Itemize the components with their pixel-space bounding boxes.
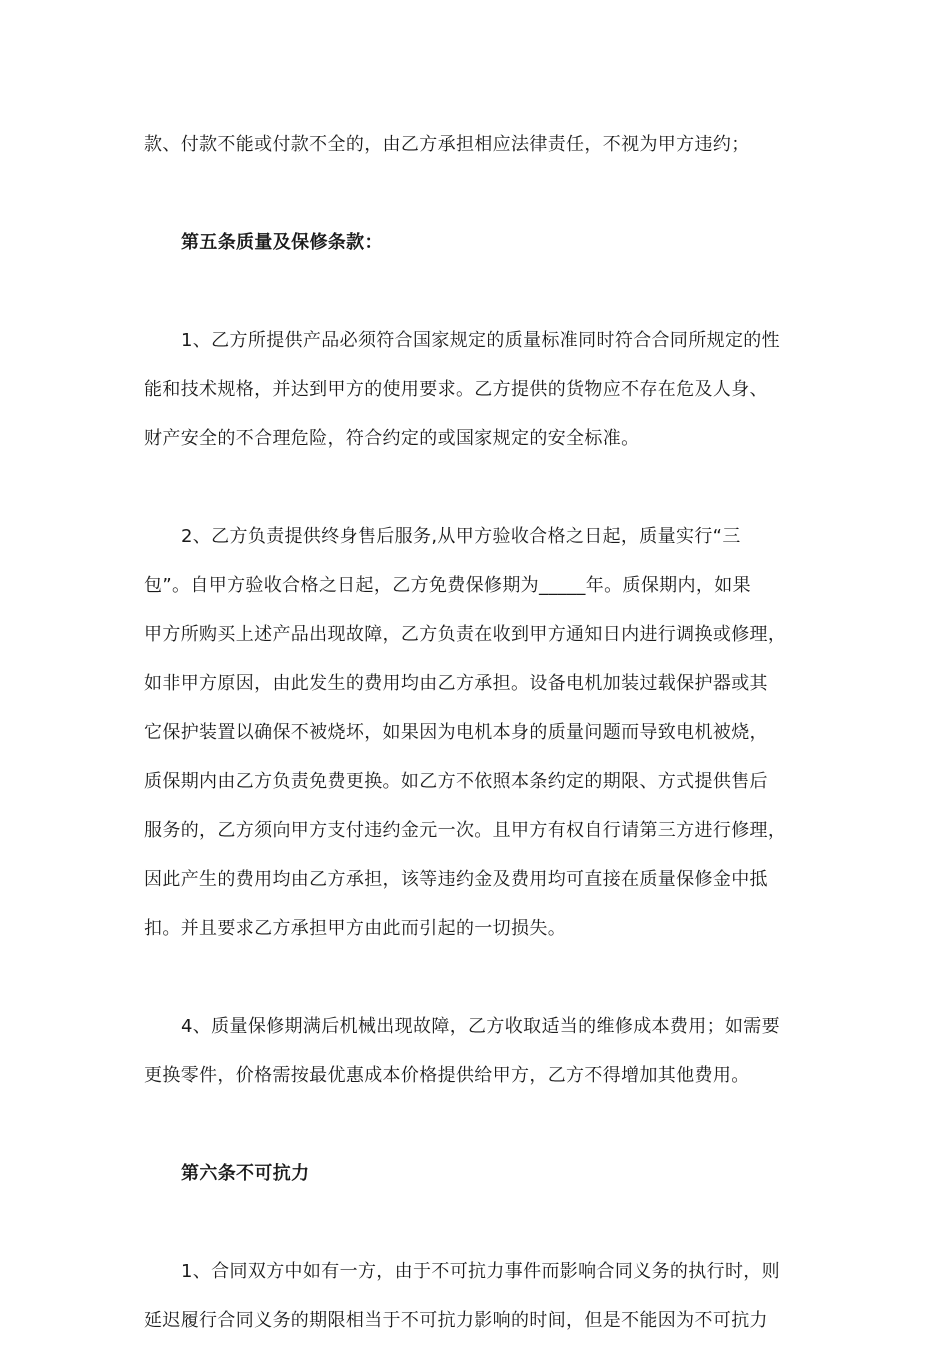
paragraph-gap: [144, 1198, 808, 1247]
text-line: 1、合同双方中如有一方，由于不可抗力事件而影响合同义务的执行时，则: [181, 1261, 780, 1282]
text-line: 包”。自甲方验收合格之日起，乙方免费保修期为_____年。质保期内，如果: [144, 575, 751, 596]
text-line: 服务的，乙方须向甲方支付违约金元一次。且甲方有权自行请第三方进行修理，: [144, 820, 787, 841]
paragraph-gap: [144, 463, 808, 512]
paragraph-gap: [144, 267, 808, 316]
text-line: 2、乙方负责提供终身售后服务,从甲方验收合格之日起，质量实行“三: [181, 526, 741, 547]
paragraph-gap: [144, 169, 808, 218]
continuation-line: 款、付款不能或付款不全的，由乙方承担相应法律责任，不视为甲方违约；: [144, 134, 750, 155]
article5-clause1: [144, 316, 808, 463]
text-line: 能和技术规格，并达到甲方的使用要求。乙方提供的货物应不存在危及人身、: [144, 379, 768, 400]
paragraph-gap: [144, 953, 808, 1002]
text-line: 甲方所购买上述产品出现故障，乙方负责在收到甲方通知日内进行调换或修理，: [144, 624, 787, 645]
text-line: 财产安全的不合理危险，符合约定的或国家规定的安全标准。: [144, 428, 640, 449]
text-line: 如非甲方原因，由此发生的费用均由乙方承担。设备电机加装过载保护器或其: [144, 673, 768, 694]
article6-title: 第六条不可抗力: [181, 1163, 310, 1184]
text-line: 延迟履行合同义务的期限相当于不可抗力影响的时间，但是不能因为不可抗力: [144, 1310, 768, 1331]
article5-clause4: [144, 1002, 808, 1100]
text-line: 扣。并且要求乙方承担甲方由此而引起的一切损失。: [144, 918, 567, 939]
text-line: 4、质量保修期满后机械出现故障，乙方收取适当的维修成本费用；如需要: [181, 1016, 780, 1037]
article6-clause1: [144, 1247, 808, 1345]
paragraph-gap: [144, 1100, 808, 1149]
text-line: 它保护装置以确保不被烧坏，如果因为电机本身的质量问题而导致电机被烧，: [144, 722, 768, 743]
text-line: 因此产生的费用均由乙方承担，该等违约金及费用均可直接在质量保修金中抵: [144, 869, 768, 890]
document-page: [144, 120, 808, 1345]
text-line: 质保期内由乙方负责免费更换。如乙方不依照本条约定的期限、方式提供售后: [144, 771, 768, 792]
article5-clause2: [144, 512, 808, 953]
article5-title: 第五条质量及保修条款：: [181, 232, 383, 253]
text-line: 1、乙方所提供产品必须符合国家规定的质量标准同时符合合同所规定的性: [181, 330, 780, 351]
text-line: 更换零件，价格需按最优惠成本价格提供给甲方，乙方不得增加其他费用。: [144, 1065, 750, 1086]
